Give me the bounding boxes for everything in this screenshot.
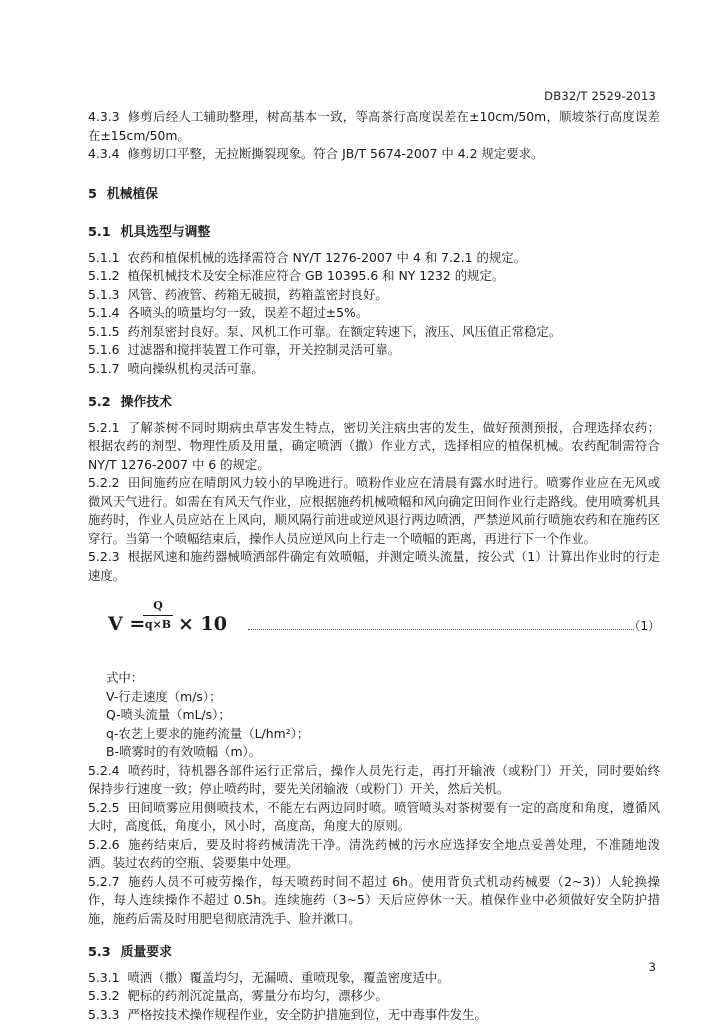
legend-line: q-农艺上要求的施药流量（L/hm²）；	[106, 725, 310, 741]
clause-text: 植保机械技术及安全标准应符合 GB 10395.6 和 NY 1232 的规定。	[127, 268, 505, 283]
section-number: 5.3	[88, 945, 111, 960]
clause-number: 5.1.1	[88, 249, 120, 265]
legend-line: B-喷雾时的有效喷幅（m）。	[106, 744, 262, 759]
clause-text: 田间喷雾应用侧喷技术，不能左右两边同时喷。喷管喷头对茶树要有一定的高度和角度，遵循风大时，高度低，角度小，风小时，高度高，角度大的原则。	[88, 799, 660, 833]
document-body	[88, 108, 660, 1024]
legend-line: Q-喷头流量（mL/s）；	[106, 707, 231, 722]
clause-number: 5.3.1	[88, 969, 120, 985]
section-title: 机具选型与调整	[120, 225, 211, 240]
speed-formula	[88, 599, 660, 663]
clause-number: 5.2.7	[88, 873, 120, 889]
clause-number: 5.3.3	[88, 1006, 120, 1022]
clause-5-1-3	[88, 286, 660, 305]
fraction-bar	[143, 615, 173, 616]
clause-text: 喷洒（撒）覆盖均匀，无漏喷、重喷现象，覆盖密度适中。	[127, 969, 450, 985]
section-5-1-heading	[88, 224, 660, 243]
section-number: 5	[88, 186, 97, 202]
legend-title: 式中：	[106, 670, 144, 685]
clause-5-1-2	[88, 267, 660, 286]
clause-5-1-4	[88, 304, 660, 323]
formula-lhs: V =	[108, 613, 146, 635]
formula-denominator: q×B	[144, 618, 172, 631]
clause-text: 风管、药液管、药箱无破损，药箱盖密封良好。	[127, 286, 388, 302]
clause-number: 5.2.2	[88, 475, 120, 490]
clause-number: 5.2.6	[88, 836, 120, 852]
section-5-heading	[88, 186, 660, 205]
clause-5-2-6	[88, 836, 660, 873]
clause-text: 过滤器和搅拌装置工作可靠，开关控制灵活可靠。	[127, 342, 401, 357]
clause-5-3-3	[88, 1006, 660, 1024]
clause-5-2-1	[88, 419, 660, 475]
standard-number-header: DB32/T 2529-2013	[544, 89, 656, 103]
clause-number: 5.2.5	[88, 799, 120, 815]
clause-number: 5.1.4	[88, 305, 120, 320]
clause-5-1-7	[88, 360, 660, 379]
clause-5-3-2	[88, 987, 660, 1006]
clause-5-2-5	[88, 799, 660, 836]
section-number: 5.1	[88, 225, 111, 240]
section-5-2-heading	[88, 394, 660, 413]
section-title: 操作技术	[120, 395, 172, 410]
clause-text: 严格按技术操作规程作业，安全防护措施到位，无中毒事件发生。	[127, 1006, 487, 1022]
clause-5-2-4	[88, 762, 660, 799]
clause-text: 田间施药应在晴朗风力较小的早晚进行。喷粉作业应在清晨有露水时进行。喷雾作业应在无风或微风天气进行。如需在有风天气作业，应根据施药机械喷幅和风向确定田间作业行走路线。使用喷雾机具施药时，作业人员应站在上风向，顺风隔行前进或逆风退行两边喷洒，严禁逆风前行喷施农药和在施药区穿行。当第一个喷幅结束后，操作人员应逆风向上行走一个喷幅的距离，再进行下一个作业。	[88, 475, 660, 546]
clause-number: 5.1.5	[88, 323, 120, 339]
formula-factor: × 10	[178, 613, 227, 635]
clause-number: 5.1.2	[88, 268, 120, 283]
formula-legend	[88, 669, 660, 762]
clause-number: 5.1.7	[88, 360, 120, 376]
clause-5-2-7	[88, 873, 660, 929]
clause-text: 喷药时，待机器各部件运行正常后，操作人员先行走，再打开输液（或粉门）开关，同时要始终保持步行速度一致；停止喷药时，要先关闭输液（或粉门）开关，然后关机。	[88, 762, 660, 796]
clause-number: 5.1.6	[88, 342, 120, 357]
clause-text: 农药和植保机械的选择需符合 NY/T 1276-2007 中 4 和 7.2.1 的规定。	[127, 249, 527, 265]
clause-text: 根据风速和施药器械喷洒部件确定有效喷幅，并测定喷头流量，按公式（1）计算出作业时的行走速度。	[88, 549, 660, 583]
clause-text: 靶标的药剂沉淀量高，雾量分布均匀，漂移少。	[127, 988, 388, 1003]
clause-5-3-1	[88, 969, 660, 988]
formula-fraction	[143, 599, 173, 632]
clause-number: 4.3.4	[88, 146, 120, 161]
section-title: 质量要求	[120, 945, 172, 960]
page-number: 3	[648, 960, 656, 974]
clause-number: 5.1.3	[88, 286, 120, 302]
section-number: 5.2	[88, 395, 111, 410]
clause-text: 施药结束后，要及时将药械清洗干净。清洗药械的污水应选择安全地点妥善处理，不准随地泼洒。装过农药的空瓶、袋要集中处理。	[88, 836, 660, 870]
clause-5-1-1	[88, 249, 660, 268]
clause-5-2-3	[88, 548, 660, 585]
section-title: 机械植保	[106, 186, 159, 202]
equation-number: （1）	[628, 619, 660, 633]
clause-text: 药剂泵密封良好。泵、风机工作可靠。在额定转速下，液压、风压值正常稳定。	[127, 323, 562, 339]
clause-number: 5.2.3	[88, 549, 120, 564]
section-5-3-heading	[88, 944, 660, 963]
clause-text: 施药人员不可疲劳操作，每天喷药时间不超过 6h。使用背负式机动药械要（2~3)）人轮换操作，每人连续操作不超过 0.5h。连续施药（3~5）天后应停休一天。植保作业中必须做好安全防护措施，施药后需及时用肥皂彻底清洗手、脸并漱口。	[88, 873, 660, 926]
clause-text: 喷向操纵机构灵活可靠。	[127, 360, 264, 376]
clause-number: 5.2.1	[88, 419, 120, 435]
clause-number: 5.2.4	[88, 762, 120, 778]
clause-text: 了解茶树不同时期病虫草害发生特点，密切关注病虫害的发生，做好预测预报，合理选择农药；根据农药的剂型、物理性质及用量，确定喷洒（撒）作业方式，选择相应的植保机械。农药配制需符合 NY/T 1276-2007 中 6 的规定。	[88, 419, 660, 472]
clause-text: 各喷头的喷量均匀一致，误差不超过±5%。	[127, 305, 369, 320]
legend-line: V-行走速度（m/s）；	[106, 688, 222, 704]
clause-4-3-3	[88, 108, 660, 145]
clause-5-2-2	[88, 474, 660, 548]
clause-5-1-5	[88, 323, 660, 342]
clause-number: 5.3.2	[88, 988, 120, 1003]
clause-number: 4.3.3	[88, 109, 120, 124]
clause-4-3-4	[88, 145, 660, 164]
clause-text: 修剪切口平整，无拉断撕裂现象。符合 JB/T 5674-2007 中 4.2 规定要求。	[127, 146, 544, 161]
dot-leader	[248, 621, 634, 630]
clause-5-1-6	[88, 341, 660, 360]
formula-numerator: Q	[153, 599, 163, 612]
clause-text: 修剪后经人工辅助整理，树高基本一致，等高茶行高度误差在±10cm/50m，顺坡茶行高度误差在±15cm/50m。	[88, 109, 660, 143]
